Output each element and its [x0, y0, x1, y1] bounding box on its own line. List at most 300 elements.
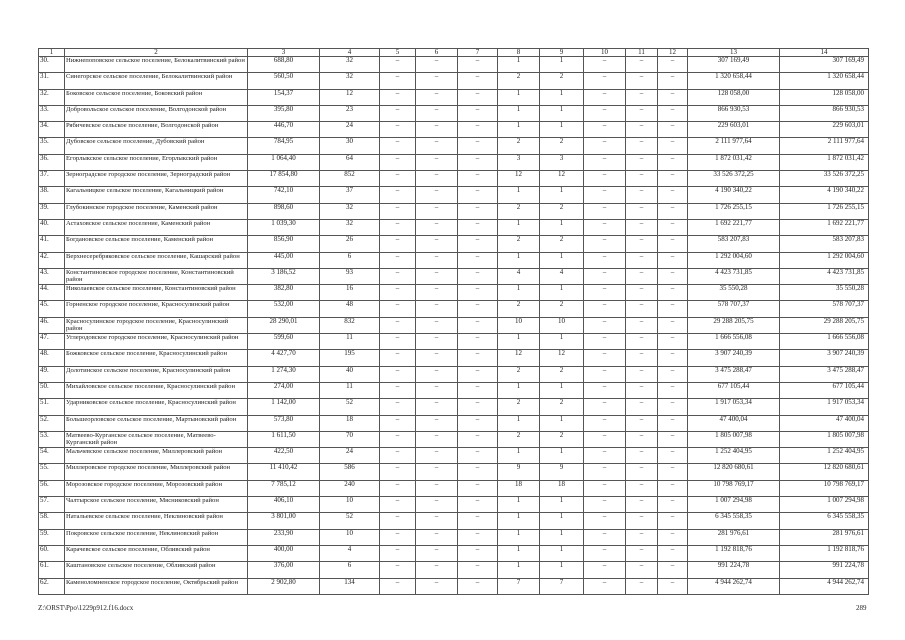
cell-row-number: 61. [39, 562, 65, 578]
cell-col7: – [458, 350, 498, 366]
cell-col9: 2 [540, 399, 584, 415]
cell-amount-total: 1 917 053,34 [688, 399, 780, 415]
cell-col8: 3 [498, 154, 540, 170]
cell-col8: 2 [498, 301, 540, 317]
cell-col8: 2 [498, 399, 540, 415]
cell-col6: – [416, 529, 458, 545]
cell-area: 784,95 [248, 138, 320, 154]
cell-col7: – [458, 171, 498, 187]
cell-col12: – [658, 431, 688, 447]
cell-col10: – [584, 382, 626, 398]
cell-col12: – [658, 513, 688, 529]
cell-area: 3 186,52 [248, 268, 320, 284]
cell-col5: – [380, 448, 416, 464]
cell-settlement-name: Добровольское сельское поселение, Волгодонской район [65, 105, 248, 121]
cell-amount-total: 33 526 372,25 [688, 171, 780, 187]
cell-col7: – [458, 545, 498, 561]
cell-amount-total: 128 058,00 [688, 89, 780, 105]
cell-area: 17 854,80 [248, 171, 320, 187]
cell-count: 195 [320, 350, 380, 366]
cell-col6: – [416, 431, 458, 447]
cell-amount-total: 1 692 221,77 [688, 219, 780, 235]
cell-count: 586 [320, 464, 380, 480]
table-row [39, 399, 869, 415]
cell-row-number: 47. [39, 334, 65, 350]
column-header-13: 13 [688, 49, 780, 57]
cell-amount-total: 6 345 558,35 [688, 513, 780, 529]
cell-col8: 2 [498, 366, 540, 382]
cell-col12: – [658, 73, 688, 89]
table-row [39, 529, 869, 545]
cell-col6: – [416, 334, 458, 350]
cell-amount-total: 35 550,28 [688, 285, 780, 301]
cell-settlement-name: Чалтырское сельское поселение, Мясниковский район [65, 497, 248, 513]
cell-settlement-name: Константиновское городское поселение, Константиновский район [65, 268, 248, 284]
cell-row-number: 31. [39, 73, 65, 89]
table-row [39, 448, 869, 464]
cell-col10: – [584, 236, 626, 252]
cell-col5: – [380, 578, 416, 594]
cell-col8: 1 [498, 219, 540, 235]
cell-col6: – [416, 138, 458, 154]
table-row [39, 57, 869, 73]
cell-area: 2 902,80 [248, 578, 320, 594]
cell-col11: – [626, 382, 658, 398]
cell-row-number: 43. [39, 268, 65, 284]
cell-col11: – [626, 497, 658, 513]
cell-col9: 1 [540, 415, 584, 431]
column-header-3: 3 [248, 49, 320, 57]
cell-col5: – [380, 350, 416, 366]
table-row [39, 73, 869, 89]
cell-col11: – [626, 252, 658, 268]
cell-settlement-name: Карачевское сельское поселение, Обливский район [65, 545, 248, 561]
cell-amount-total: 281 976,61 [688, 529, 780, 545]
cell-amount-total: 4 944 262,74 [688, 578, 780, 594]
cell-col11: – [626, 219, 658, 235]
cell-amount-col14: 12 820 680,61 [780, 464, 869, 480]
cell-col7: – [458, 236, 498, 252]
cell-area: 688,80 [248, 57, 320, 73]
cell-amount-total: 3 475 288,47 [688, 366, 780, 382]
cell-amount-col14: 1 320 658,44 [780, 73, 869, 89]
cell-col12: – [658, 350, 688, 366]
cell-col10: – [584, 105, 626, 121]
cell-col6: – [416, 301, 458, 317]
cell-area: 1 611,50 [248, 431, 320, 447]
cell-col5: – [380, 480, 416, 496]
cell-col12: – [658, 105, 688, 121]
cell-col8: 1 [498, 252, 540, 268]
cell-col9: 2 [540, 236, 584, 252]
cell-col6: – [416, 268, 458, 284]
cell-row-number: 56. [39, 480, 65, 496]
cell-col7: – [458, 513, 498, 529]
cell-col10: – [584, 171, 626, 187]
cell-row-number: 59. [39, 529, 65, 545]
table-row [39, 562, 869, 578]
cell-area: 422,50 [248, 448, 320, 464]
cell-col5: – [380, 236, 416, 252]
table-row [39, 236, 869, 252]
cell-amount-total: 1 320 658,44 [688, 73, 780, 89]
cell-col12: – [658, 122, 688, 138]
cell-amount-col14: 1 007 294,98 [780, 497, 869, 513]
cell-col6: – [416, 203, 458, 219]
cell-col6: – [416, 399, 458, 415]
cell-amount-col14: 1 692 221,77 [780, 219, 869, 235]
cell-col12: – [658, 171, 688, 187]
cell-col5: – [380, 399, 416, 415]
cell-col7: – [458, 448, 498, 464]
cell-col12: – [658, 399, 688, 415]
cell-col11: – [626, 171, 658, 187]
cell-col11: – [626, 529, 658, 545]
cell-amount-total: 677 105,44 [688, 382, 780, 398]
cell-count: 26 [320, 236, 380, 252]
cell-count: 24 [320, 448, 380, 464]
cell-col5: – [380, 203, 416, 219]
cell-col10: – [584, 89, 626, 105]
table-row [39, 317, 869, 333]
cell-col12: – [658, 529, 688, 545]
cell-col10: – [584, 219, 626, 235]
cell-col8: 1 [498, 382, 540, 398]
cell-col7: – [458, 105, 498, 121]
cell-amount-col14: 4 944 262,74 [780, 578, 869, 594]
cell-col12: – [658, 154, 688, 170]
column-header-12: 12 [658, 49, 688, 57]
cell-col6: – [416, 350, 458, 366]
cell-count: 30 [320, 138, 380, 154]
cell-col5: – [380, 138, 416, 154]
cell-col9: 2 [540, 431, 584, 447]
cell-col11: – [626, 187, 658, 203]
cell-col12: – [658, 252, 688, 268]
table-row [39, 350, 869, 366]
cell-col12: – [658, 285, 688, 301]
cell-col6: – [416, 415, 458, 431]
cell-col10: – [584, 187, 626, 203]
cell-col10: – [584, 138, 626, 154]
cell-amount-col14: 677 105,44 [780, 382, 869, 398]
table-row [39, 431, 869, 447]
cell-col8: 12 [498, 350, 540, 366]
cell-col8: 7 [498, 578, 540, 594]
column-header-7: 7 [458, 49, 498, 57]
table-row [39, 268, 869, 284]
cell-col11: – [626, 464, 658, 480]
cell-amount-col14: 3 475 288,47 [780, 366, 869, 382]
cell-col11: – [626, 154, 658, 170]
cell-col9: 1 [540, 57, 584, 73]
cell-amount-col14: 128 058,00 [780, 89, 869, 105]
cell-count: 32 [320, 57, 380, 73]
cell-amount-total: 1 726 255,15 [688, 203, 780, 219]
cell-col8: 1 [498, 545, 540, 561]
cell-settlement-name: Божковское сельское поселение, Красносулинский район [65, 350, 248, 366]
cell-count: 52 [320, 513, 380, 529]
cell-col6: – [416, 366, 458, 382]
cell-col11: – [626, 480, 658, 496]
cell-col8: 2 [498, 138, 540, 154]
cell-settlement-name: Боковское сельское поселение, Боковский район [65, 89, 248, 105]
cell-settlement-name: Миллеровское городское поселение, Миллеровский район [65, 464, 248, 480]
cell-amount-total: 1 292 004,60 [688, 252, 780, 268]
cell-col11: – [626, 431, 658, 447]
cell-area: 3 801,00 [248, 513, 320, 529]
cell-col6: – [416, 464, 458, 480]
cell-col7: – [458, 399, 498, 415]
cell-col5: – [380, 334, 416, 350]
cell-col11: – [626, 513, 658, 529]
cell-settlement-name: Углеродовское городское поселение, Красносулинский район [65, 334, 248, 350]
cell-col10: – [584, 578, 626, 594]
cell-amount-total: 10 798 769,17 [688, 480, 780, 496]
cell-count: 24 [320, 122, 380, 138]
cell-col11: – [626, 350, 658, 366]
cell-amount-total: 866 930,53 [688, 105, 780, 121]
cell-col11: – [626, 105, 658, 121]
column-header-10: 10 [584, 49, 626, 57]
cell-col8: 2 [498, 236, 540, 252]
cell-col7: – [458, 366, 498, 382]
cell-col10: – [584, 431, 626, 447]
cell-col5: – [380, 285, 416, 301]
cell-col10: – [584, 399, 626, 415]
cell-col5: – [380, 219, 416, 235]
cell-row-number: 30. [39, 57, 65, 73]
cell-col7: – [458, 252, 498, 268]
cell-col11: – [626, 268, 658, 284]
cell-col9: 3 [540, 154, 584, 170]
cell-row-number: 44. [39, 285, 65, 301]
cell-col5: – [380, 513, 416, 529]
cell-col11: – [626, 89, 658, 105]
cell-amount-col14: 1 917 053,34 [780, 399, 869, 415]
cell-amount-col14: 1 805 007,98 [780, 431, 869, 447]
cell-col9: 12 [540, 171, 584, 187]
cell-count: 4 [320, 545, 380, 561]
cell-col12: – [658, 301, 688, 317]
cell-col5: – [380, 562, 416, 578]
cell-area: 233,90 [248, 529, 320, 545]
cell-col12: – [658, 219, 688, 235]
table-row [39, 89, 869, 105]
cell-col7: – [458, 187, 498, 203]
cell-settlement-name: Красносулинское городское поселение, Красносулинский район [65, 317, 248, 333]
cell-amount-total: 1 007 294,98 [688, 497, 780, 513]
cell-col5: – [380, 317, 416, 333]
cell-col11: – [626, 285, 658, 301]
cell-col6: – [416, 285, 458, 301]
cell-row-number: 36. [39, 154, 65, 170]
cell-row-number: 45. [39, 301, 65, 317]
cell-row-number: 54. [39, 448, 65, 464]
cell-col7: – [458, 138, 498, 154]
cell-col5: – [380, 301, 416, 317]
cell-col7: – [458, 219, 498, 235]
cell-col9: 1 [540, 562, 584, 578]
cell-count: 6 [320, 562, 380, 578]
cell-col8: 2 [498, 73, 540, 89]
cell-row-number: 50. [39, 382, 65, 398]
cell-col9: 1 [540, 545, 584, 561]
cell-col10: – [584, 203, 626, 219]
cell-col12: – [658, 545, 688, 561]
cell-settlement-name: Мальчевское сельское поселение, Миллеровский район [65, 448, 248, 464]
cell-amount-col14: 47 400,04 [780, 415, 869, 431]
cell-col6: – [416, 480, 458, 496]
cell-row-number: 42. [39, 252, 65, 268]
cell-col8: 1 [498, 187, 540, 203]
cell-col11: – [626, 545, 658, 561]
cell-col10: – [584, 317, 626, 333]
cell-col5: – [380, 382, 416, 398]
cell-col6: – [416, 382, 458, 398]
cell-col8: 1 [498, 122, 540, 138]
cell-col7: – [458, 578, 498, 594]
cell-area: 1 142,00 [248, 399, 320, 415]
table-row [39, 464, 869, 480]
cell-col8: 1 [498, 57, 540, 73]
cell-col7: – [458, 497, 498, 513]
cell-col5: – [380, 89, 416, 105]
cell-col6: – [416, 545, 458, 561]
cell-col10: – [584, 480, 626, 496]
cell-count: 12 [320, 89, 380, 105]
cell-col6: – [416, 105, 458, 121]
cell-col8: 4 [498, 268, 540, 284]
cell-amount-total: 2 111 977,64 [688, 138, 780, 154]
cell-col6: – [416, 578, 458, 594]
table-row [39, 513, 869, 529]
cell-col10: – [584, 562, 626, 578]
cell-col7: – [458, 415, 498, 431]
cell-col5: – [380, 154, 416, 170]
cell-amount-total: 1 805 007,98 [688, 431, 780, 447]
cell-area: 274,00 [248, 382, 320, 398]
table-row [39, 545, 869, 561]
cell-count: 37 [320, 187, 380, 203]
cell-col6: – [416, 57, 458, 73]
cell-col9: 2 [540, 73, 584, 89]
cell-col11: – [626, 562, 658, 578]
cell-col7: – [458, 431, 498, 447]
cell-amount-total: 1 872 031,42 [688, 154, 780, 170]
footer-file-path: Z:\ORST\Ppo\1229p912.f16.docx [38, 604, 134, 612]
table-row [39, 415, 869, 431]
table-row [39, 480, 869, 496]
cell-area: 898,60 [248, 203, 320, 219]
cell-count: 852 [320, 171, 380, 187]
cell-amount-col14: 866 930,53 [780, 105, 869, 121]
cell-settlement-name: Долотинское сельское поселение, Красносулинский район [65, 366, 248, 382]
cell-amount-col14: 991 224,78 [780, 562, 869, 578]
cell-col8: 1 [498, 448, 540, 464]
cell-col6: – [416, 317, 458, 333]
cell-col8: 10 [498, 317, 540, 333]
cell-area: 400,00 [248, 545, 320, 561]
cell-row-number: 35. [39, 138, 65, 154]
cell-col9: 1 [540, 285, 584, 301]
cell-row-number: 40. [39, 219, 65, 235]
cell-count: 40 [320, 366, 380, 382]
cell-count: 64 [320, 154, 380, 170]
cell-settlement-name: Покровское сельское поселение, Неклиновский район [65, 529, 248, 545]
cell-col10: – [584, 366, 626, 382]
cell-row-number: 49. [39, 366, 65, 382]
cell-col5: – [380, 57, 416, 73]
cell-col7: – [458, 317, 498, 333]
cell-amount-col14: 1 292 004,60 [780, 252, 869, 268]
cell-settlement-name: Каменоломненское городское поселение, Октябрьский район [65, 578, 248, 594]
cell-col10: – [584, 122, 626, 138]
cell-col9: 7 [540, 578, 584, 594]
cell-col5: – [380, 464, 416, 480]
column-header-6: 6 [416, 49, 458, 57]
cell-col8: 1 [498, 89, 540, 105]
table-row [39, 301, 869, 317]
cell-col5: – [380, 105, 416, 121]
cell-count: 32 [320, 73, 380, 89]
cell-row-number: 46. [39, 317, 65, 333]
cell-col10: – [584, 57, 626, 73]
cell-settlement-name: Ударниковское сельское поселение, Красносулинский район [65, 399, 248, 415]
cell-col8: 1 [498, 285, 540, 301]
cell-area: 395,80 [248, 105, 320, 121]
cell-count: 93 [320, 268, 380, 284]
cell-col8: 1 [498, 105, 540, 121]
cell-col9: 4 [540, 268, 584, 284]
cell-col10: – [584, 545, 626, 561]
cell-amount-total: 47 400,04 [688, 415, 780, 431]
cell-amount-col14: 1 872 031,42 [780, 154, 869, 170]
cell-col11: – [626, 203, 658, 219]
cell-col6: – [416, 513, 458, 529]
cell-col11: – [626, 578, 658, 594]
table-header-row [39, 49, 869, 57]
cell-col11: – [626, 57, 658, 73]
cell-amount-col14: 281 976,61 [780, 529, 869, 545]
cell-col11: – [626, 73, 658, 89]
cell-col7: – [458, 285, 498, 301]
cell-col7: – [458, 73, 498, 89]
cell-area: 11 410,42 [248, 464, 320, 480]
cell-count: 10 [320, 497, 380, 513]
cell-count: 11 [320, 334, 380, 350]
cell-col9: 1 [540, 334, 584, 350]
cell-count: 23 [320, 105, 380, 121]
cell-col5: – [380, 122, 416, 138]
cell-col7: – [458, 301, 498, 317]
cell-col6: – [416, 219, 458, 235]
cell-col9: 1 [540, 448, 584, 464]
cell-col7: – [458, 203, 498, 219]
cell-col9: 1 [540, 529, 584, 545]
cell-settlement-name: Большеорловское сельское поселение, Мартыновский район [65, 415, 248, 431]
cell-row-number: 41. [39, 236, 65, 252]
cell-col11: – [626, 236, 658, 252]
cell-row-number: 53. [39, 431, 65, 447]
cell-settlement-name: Морозовское городское поселение, Морозовский район [65, 480, 248, 496]
cell-col8: 2 [498, 203, 540, 219]
cell-col9: 1 [540, 219, 584, 235]
cell-col6: – [416, 122, 458, 138]
cell-amount-col14: 578 707,37 [780, 301, 869, 317]
cell-col12: – [658, 382, 688, 398]
cell-col10: – [584, 529, 626, 545]
